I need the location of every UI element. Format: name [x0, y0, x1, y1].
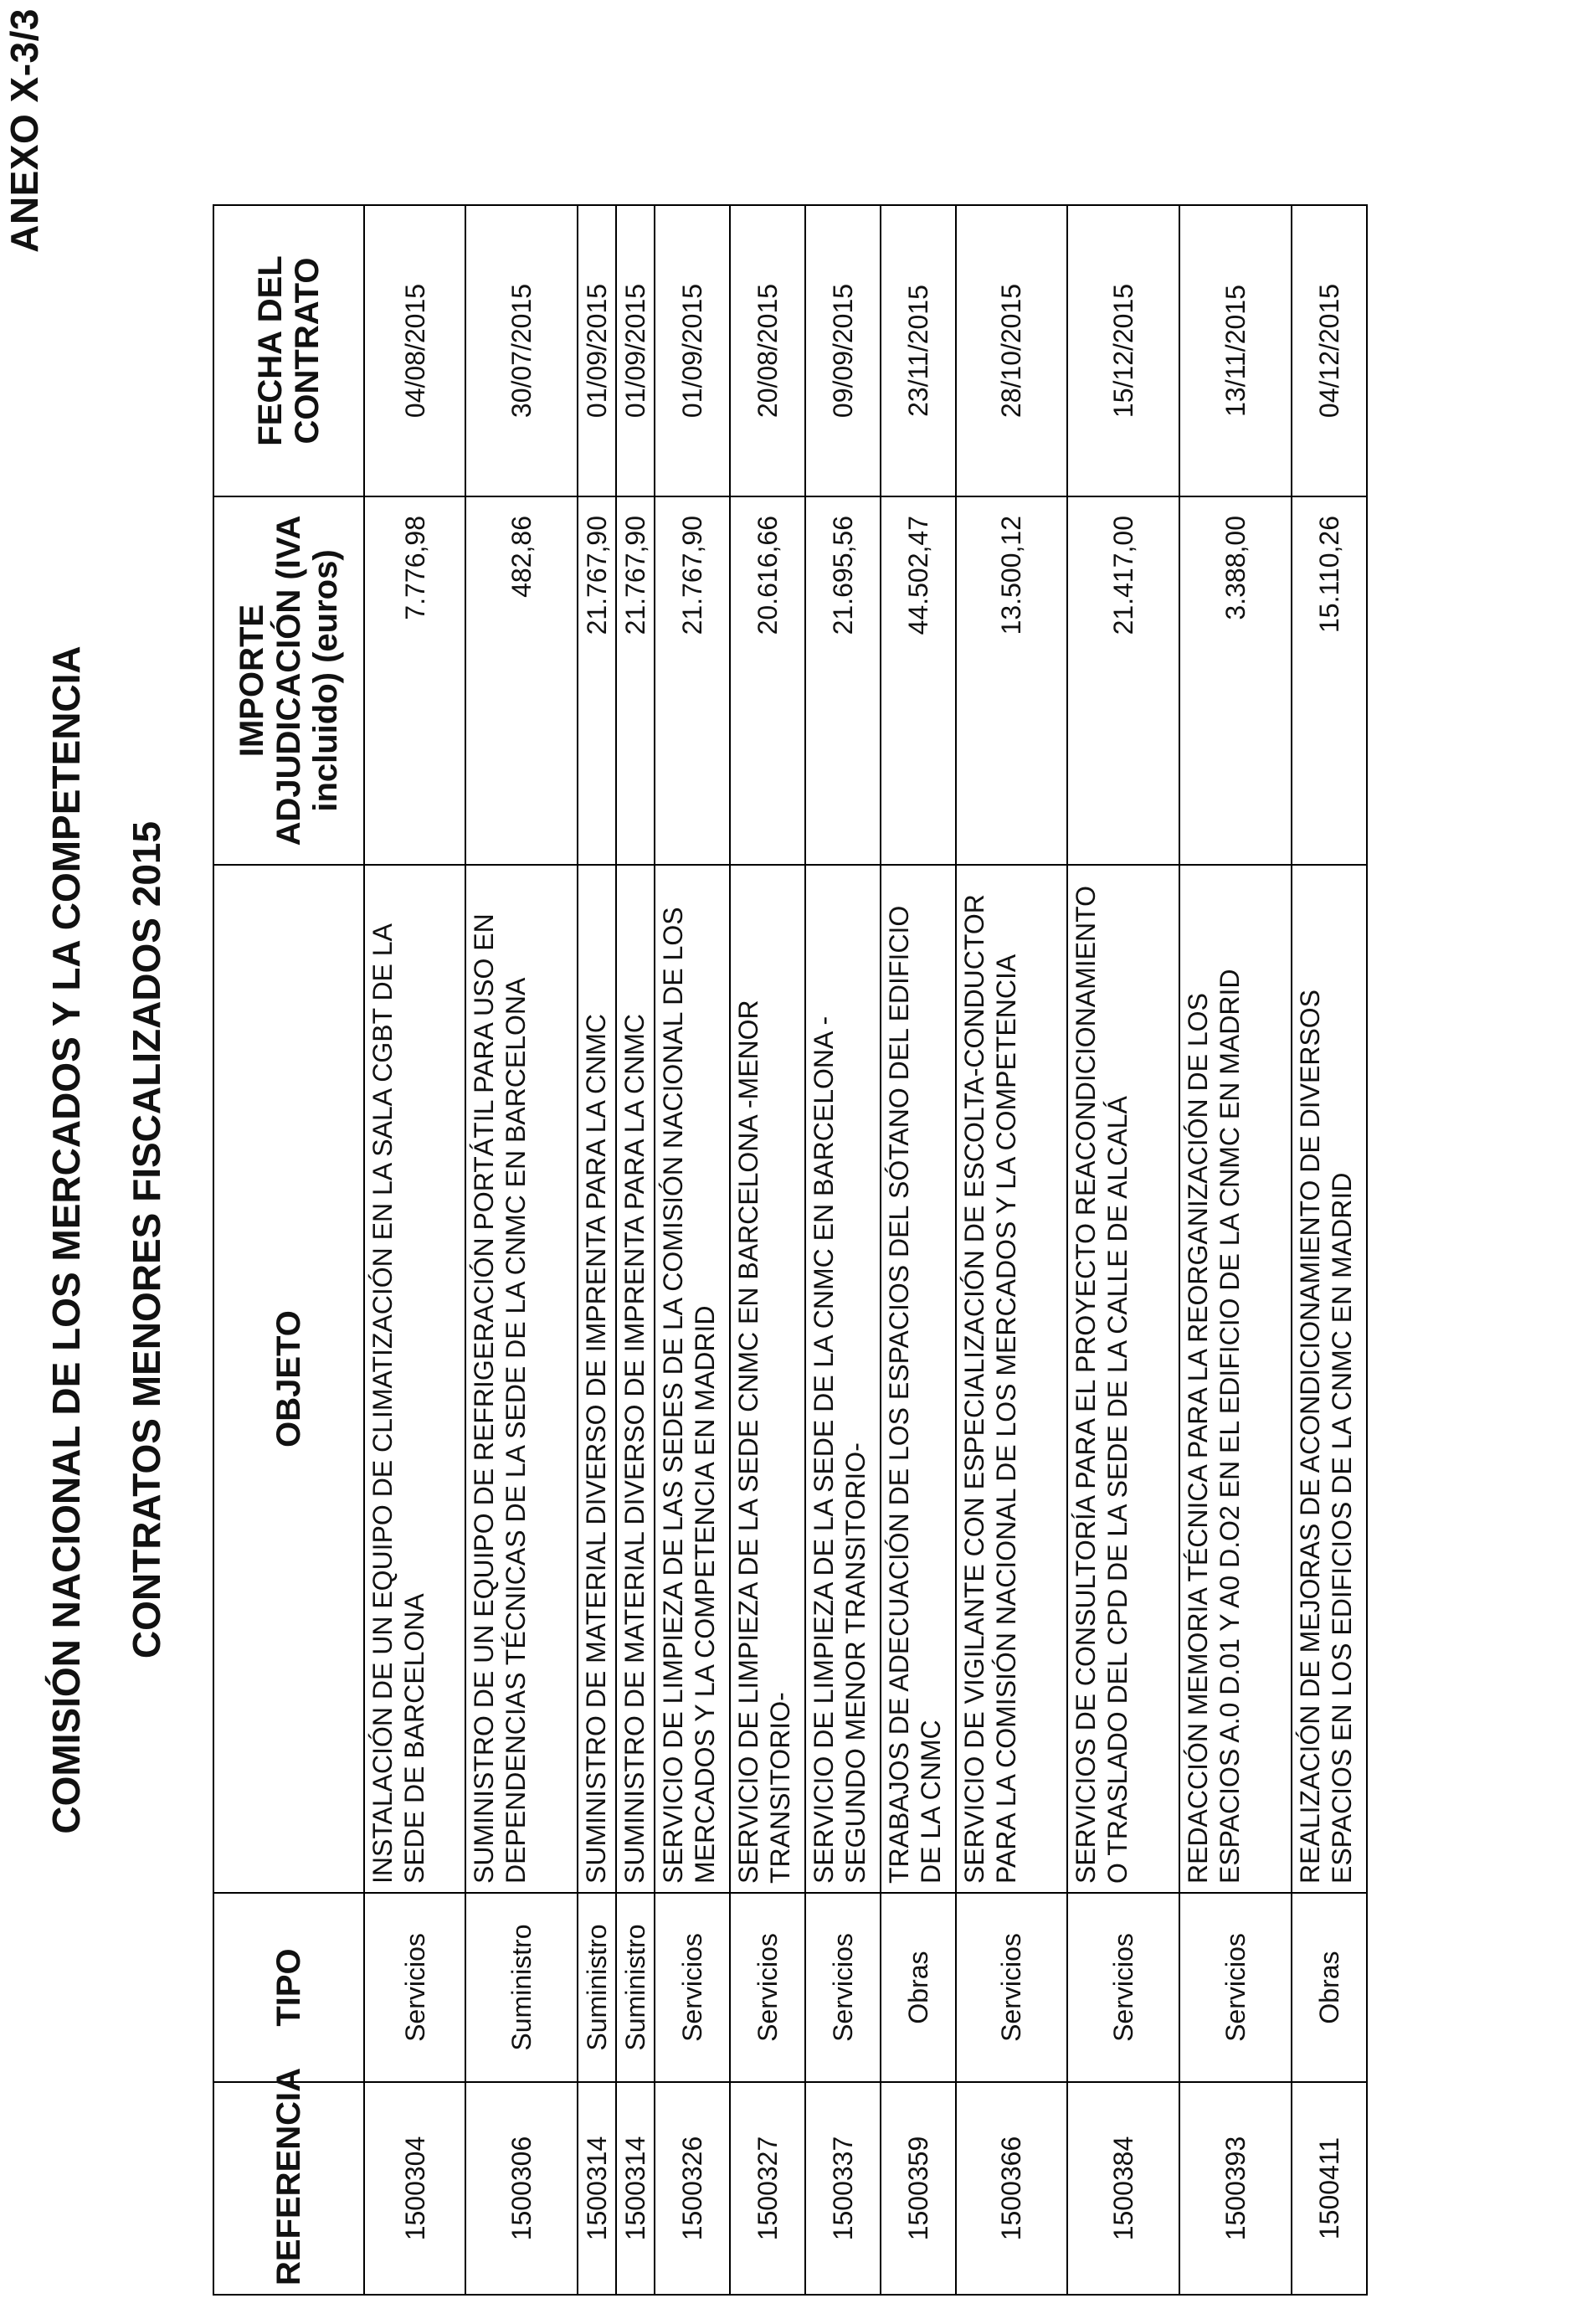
cell-fecha: 30/07/2015: [465, 205, 578, 496]
cell-importe: 44.502,47: [881, 496, 956, 865]
table-row: [616, 205, 655, 2295]
header-importe: IMPORTE ADJUDICACIÓN (IVA incluido) (euros): [213, 496, 364, 865]
table-row: [1292, 205, 1367, 2295]
page-subtitle: CONTRATOS MENORES FISCALIZADOS 2015: [125, 820, 168, 1659]
cell-referencia: 1500306: [465, 2082, 578, 2295]
cell-fecha: 13/11/2015: [1179, 205, 1292, 496]
cell-objeto: SERVICIO DE LIMPIEZA DE LA SEDE CNMC EN BARCELONA -MENOR TRANSITORIO-: [730, 865, 805, 1893]
cell-objeto: REALIZACIÓN DE MEJORAS DE ACONDICIONAMIENTO DE DIVERSOS ESPACIOS EN LOS EDIFICIOS DE LA CNMC EN MADRID: [1292, 865, 1367, 1893]
cell-importe: 21.767,90: [616, 496, 655, 865]
table-row: [655, 205, 730, 2295]
table-row: [1067, 205, 1179, 2295]
cell-referencia: 1500384: [1067, 2082, 1179, 2295]
cell-fecha: 04/12/2015: [1292, 205, 1367, 496]
cell-referencia: 1500359: [881, 2082, 956, 2295]
cell-objeto: SERVICIOS DE CONSULTORÍA PARA EL PROYECTO REACONDICIONAMIENTO O TRASLADO DEL CPD DE LA SEDE DE LA CALLE DE ALCALÁ: [1067, 865, 1179, 1893]
table-row: [805, 205, 881, 2295]
cell-fecha: 01/09/2015: [616, 205, 655, 496]
cell-objeto: SUMINISTRO DE MATERIAL DIVERSO DE IMPRENTA PARA LA CNMC: [578, 865, 616, 1893]
table-row: [1179, 205, 1292, 2295]
cell-tipo: Servicios: [364, 1893, 465, 2082]
cell-tipo: Servicios: [805, 1893, 881, 2082]
cell-importe: 15.110,26: [1292, 496, 1367, 865]
cell-objeto: SERVICIO DE LIMPIEZA DE LAS SEDES DE LA COMISIÓN NACIONAL DE LOS MERCADOS Y LA COMPETENCIA EN MADRID: [655, 865, 730, 1893]
cell-referencia: 1500366: [956, 2082, 1068, 2295]
cell-tipo: Obras: [881, 1893, 956, 2082]
cell-referencia: 1500314: [616, 2082, 655, 2295]
cell-importe: 21.695,56: [805, 496, 881, 865]
cell-tipo: Servicios: [1067, 1893, 1179, 2082]
cell-importe: 3.388,00: [1179, 496, 1292, 865]
cell-fecha: 23/11/2015: [881, 205, 956, 496]
cell-referencia: 1500393: [1179, 2082, 1292, 2295]
cell-fecha: 28/10/2015: [956, 205, 1068, 496]
cell-importe: 21.417,00: [1067, 496, 1179, 865]
header-tipo: TIPO: [213, 1893, 364, 2082]
cell-fecha: 01/09/2015: [655, 205, 730, 496]
cell-objeto: SERVICIO DE VIGILANTE CON ESPECIALIZACIÓN DE ESCOLTA-CONDUCTOR PARA LA COMISIÓN NACIONAL DE LOS MERCADOS Y LA COMPETENCIA: [956, 865, 1068, 1893]
cell-tipo: Servicios: [956, 1893, 1068, 2082]
cell-tipo: Servicios: [730, 1893, 805, 2082]
cell-tipo: Suministro: [616, 1893, 655, 2082]
cell-referencia: 1500411: [1292, 2082, 1367, 2295]
page-title: COMISIÓN NACIONAL DE LOS MERCADOS Y LA COMPETENCIA: [44, 645, 88, 1834]
cell-referencia: 1500304: [364, 2082, 465, 2295]
cell-importe: 13.500,12: [956, 496, 1068, 865]
cell-tipo: Suministro: [578, 1893, 616, 2082]
cell-importe: 20.616,66: [730, 496, 805, 865]
cell-fecha: 01/09/2015: [578, 205, 616, 496]
table-row: [465, 205, 578, 2295]
cell-objeto: SERVICIO DE LIMPIEZA DE LA SEDE DE LA CNMC EN BARCELONA - SEGUNDO MENOR TRANSITORIO-: [805, 865, 881, 1893]
cell-importe: 21.767,90: [655, 496, 730, 865]
cell-importe: 7.776,98: [364, 496, 465, 865]
table-row: [730, 205, 805, 2295]
cell-fecha: 09/09/2015: [805, 205, 881, 496]
cell-importe: 21.767,90: [578, 496, 616, 865]
cell-referencia: 1500337: [805, 2082, 881, 2295]
cell-referencia: 1500327: [730, 2082, 805, 2295]
cell-referencia: 1500326: [655, 2082, 730, 2295]
cell-referencia: 1500314: [578, 2082, 616, 2295]
cell-fecha: 15/12/2015: [1067, 205, 1179, 496]
cell-tipo: Suministro: [465, 1893, 578, 2082]
table-row: [956, 205, 1068, 2295]
header-fecha: FECHA DEL CONTRATO: [213, 205, 364, 496]
table-row: [881, 205, 956, 2295]
cell-objeto: REDACCIÓN MEMORIA TÉCNICA PARA LA REORGANIZACIÓN DE LOS ESPACIOS A.0 D.01 Y A0 D.O2 EN EL EDIFICIO DE LA CNMC EN MADRID: [1179, 865, 1292, 1893]
cell-objeto: SUMINISTRO DE UN EQUIPO DE REFRIGERACIÓN PORTÁTIL PARA USO EN DEPENDENCIAS TÉCNICAS DE LA SEDE DE LA CNMC EN BARCELONA: [465, 865, 578, 1893]
contracts-table: [213, 204, 1368, 2296]
cell-fecha: 20/08/2015: [730, 205, 805, 496]
table-row: [364, 205, 465, 2295]
cell-fecha: 04/08/2015: [364, 205, 465, 496]
cell-tipo: Obras: [1292, 1893, 1367, 2082]
cell-objeto: INSTALACIÓN DE UN EQUIPO DE CLIMATIZACIÓN EN LA SALA CGBT DE LA SEDE DE BARCELONA: [364, 865, 465, 1893]
cell-tipo: Servicios: [655, 1893, 730, 2082]
header-objeto: OBJETO: [213, 865, 364, 1893]
table-row: [578, 205, 616, 2295]
cell-tipo: Servicios: [1179, 1893, 1292, 2082]
cell-importe: 482,86: [465, 496, 578, 865]
table-header-row: [213, 205, 364, 2295]
cell-objeto: TRABAJOS DE ADECUACIÓN DE LOS ESPACIOS DEL SÓTANO DEL EDIFICIO DE LA CNMC: [881, 865, 956, 1893]
header-referencia: REFERENCIA: [213, 2082, 364, 2295]
table-body: [364, 205, 1367, 2295]
annex-label: ANEXO X-3/3: [3, 8, 46, 253]
cell-objeto: SUMINISTRO DE MATERIAL DIVERSO DE IMPRENTA PARA LA CNMC: [616, 865, 655, 1893]
